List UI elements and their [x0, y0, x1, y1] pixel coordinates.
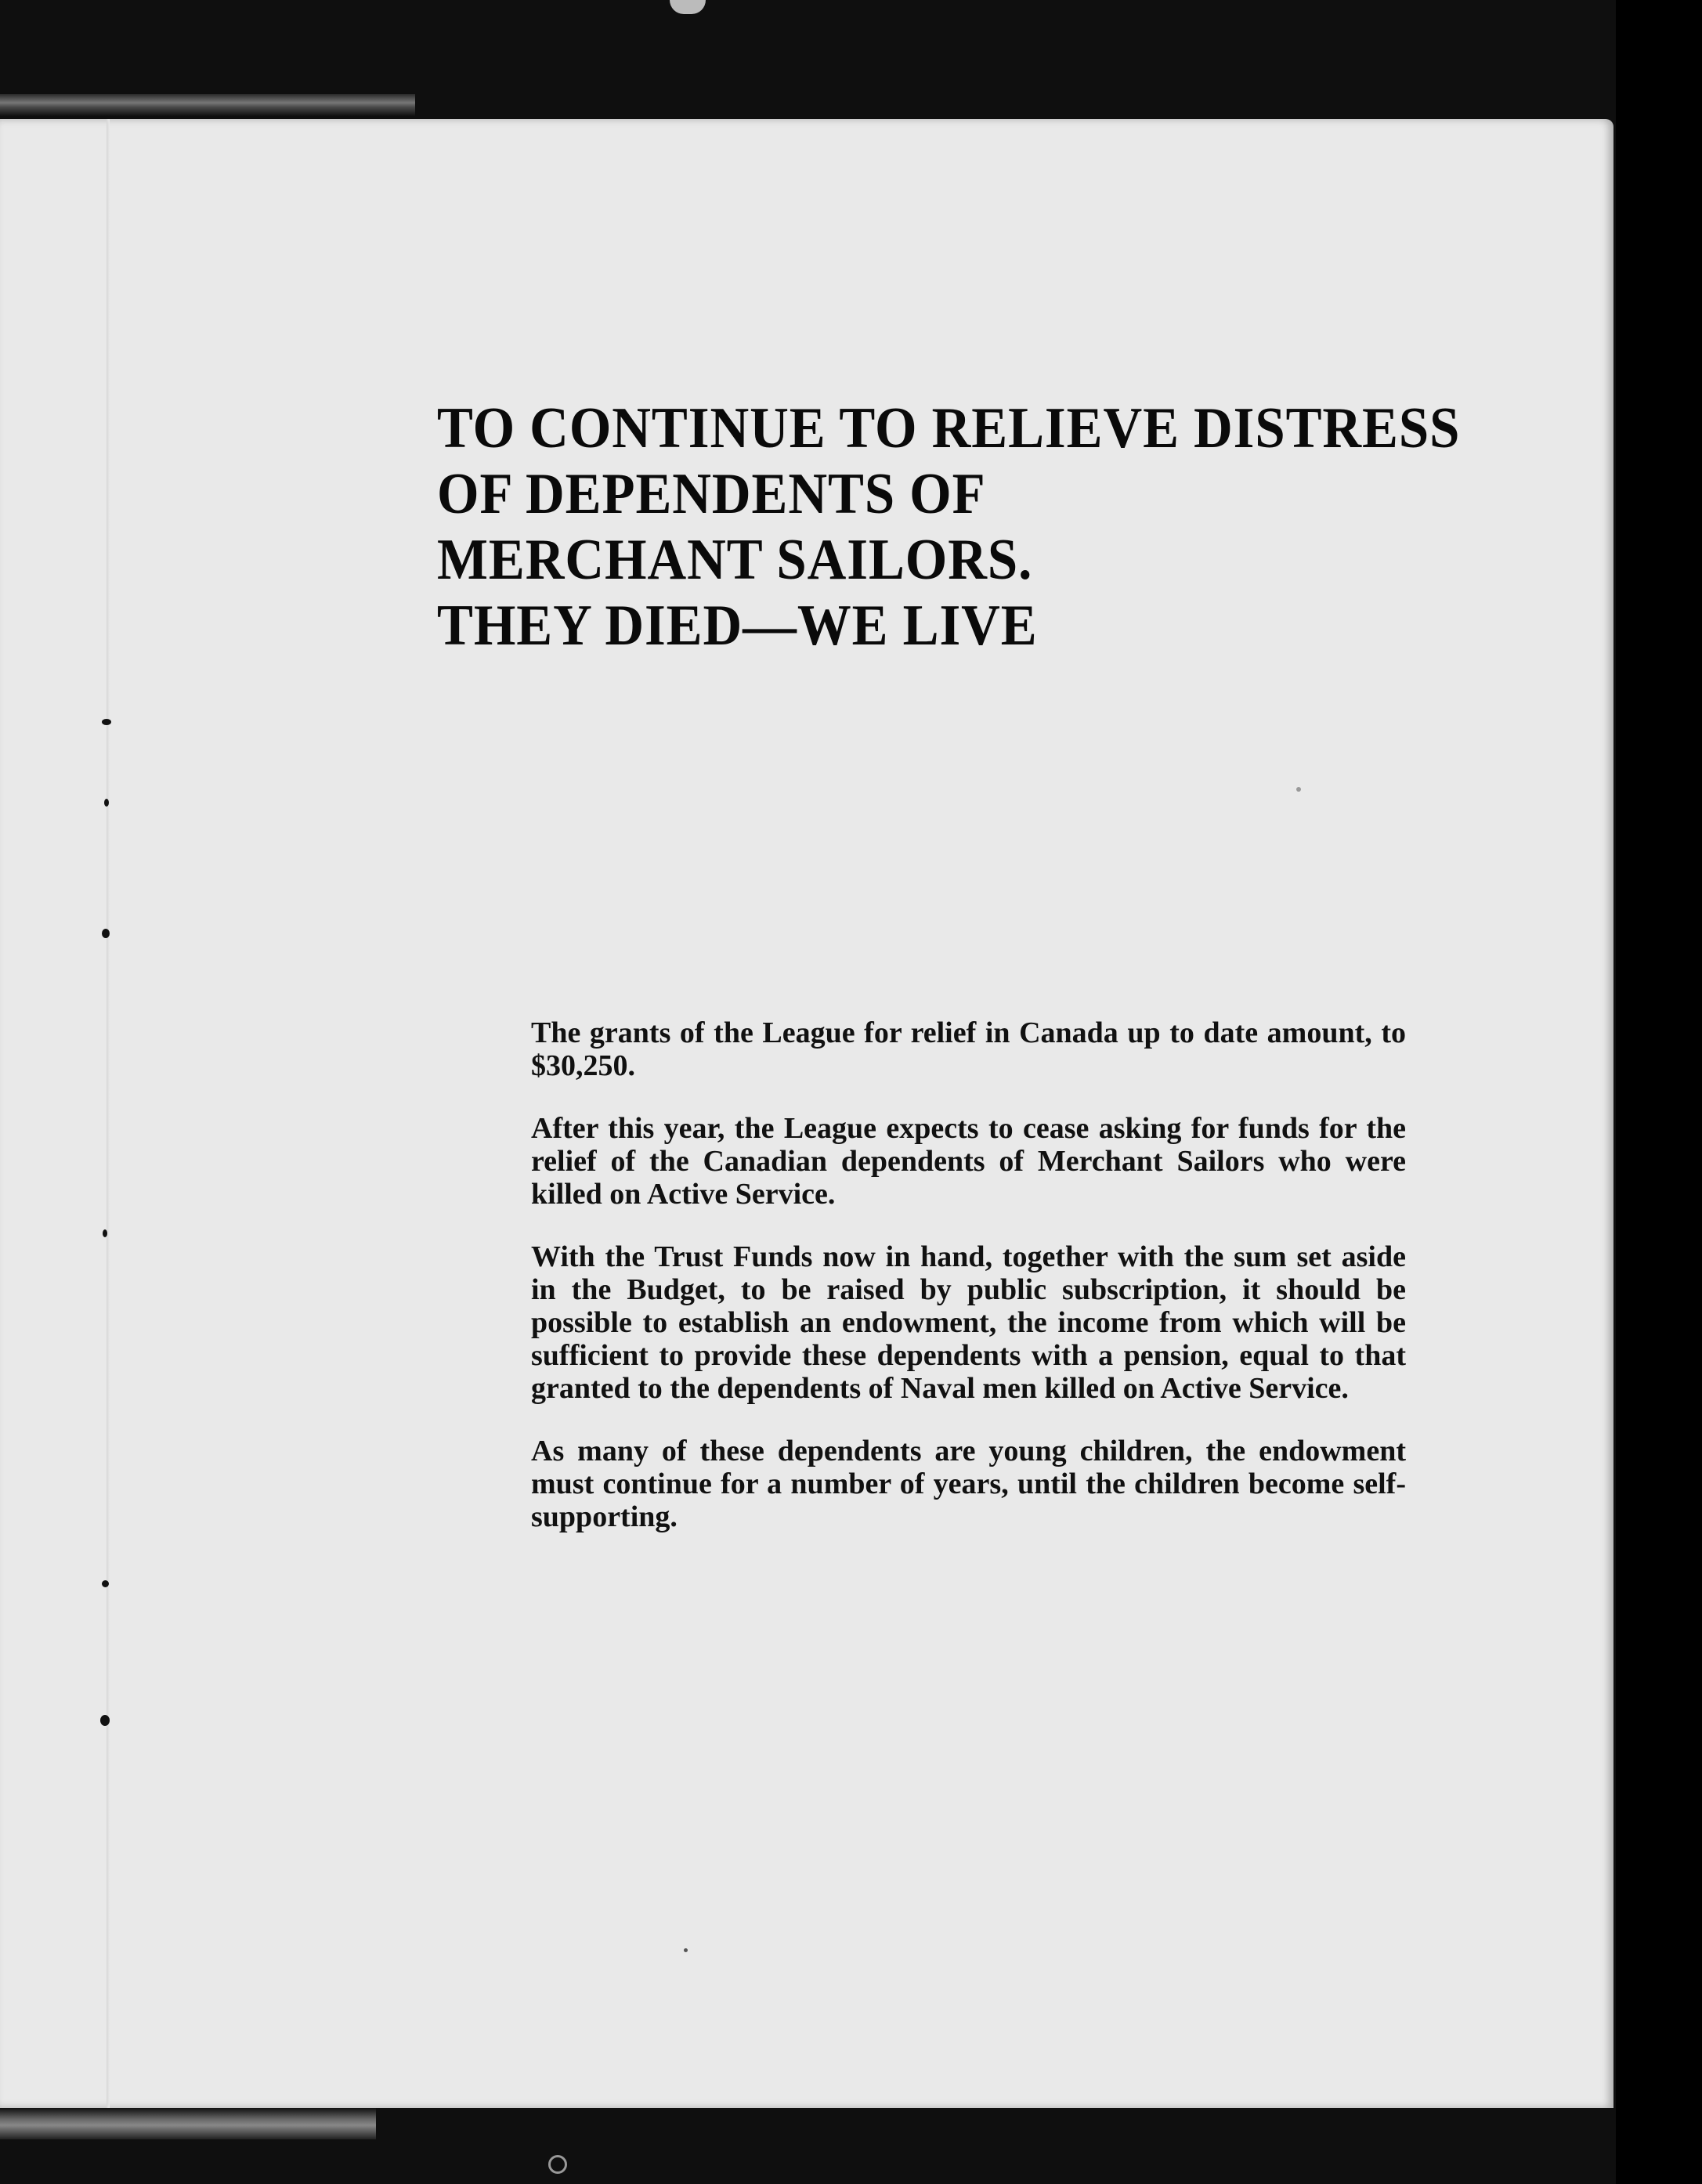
scan-artifact-bottom: [548, 2155, 567, 2174]
headline: [437, 395, 1461, 659]
scan-right-border: [1616, 0, 1702, 2184]
binding-speck: [102, 929, 110, 938]
binding-strip-bottom: [0, 2108, 376, 2139]
binding-strip-top: [0, 94, 415, 116]
paragraph-endowment: As many of these dependents are young children, the endowment must continue for a number of years, until the children become self-supporting.: [531, 1435, 1406, 1533]
paragraph-grants: The grants of the League for relief in Canada up to date amount, to $30,250.: [531, 1016, 1406, 1082]
dust-speck: [684, 1948, 688, 1952]
binding-speck: [102, 719, 111, 725]
headline-line-4: THEY DIED—WE LIVE: [437, 594, 1038, 658]
binding-speck: [103, 1229, 107, 1237]
binding-speck: [100, 1715, 110, 1726]
body-text: [531, 1016, 1406, 1563]
paragraph-cease-asking: After this year, the League expects to cease asking for funds for the relief of the Canadian dependents of Merchant Sailors who were killed on Active Service.: [531, 1112, 1406, 1211]
dust-speck: [1296, 787, 1301, 792]
page-fold-line: [107, 119, 110, 2108]
paragraph-trust-funds: With the Trust Funds now in hand, together with the sum set aside in the Budget, to be raised by public subscription, it should be possible to establish an endowment, the income from which will be sufficient to provide these dependents with a pension, equal to that granted to the dependents of Naval men killed on Active Service.: [531, 1240, 1406, 1405]
headline-line-2: OF DEPENDENTS OF: [437, 462, 986, 526]
binding-speck: [102, 1580, 109, 1587]
headline-line-3: MERCHANT SAILORS.: [437, 528, 1033, 592]
headline-line-1: TO CONTINUE TO RELIEVE DISTRESS: [437, 396, 1461, 460]
binding-speck: [104, 799, 109, 807]
